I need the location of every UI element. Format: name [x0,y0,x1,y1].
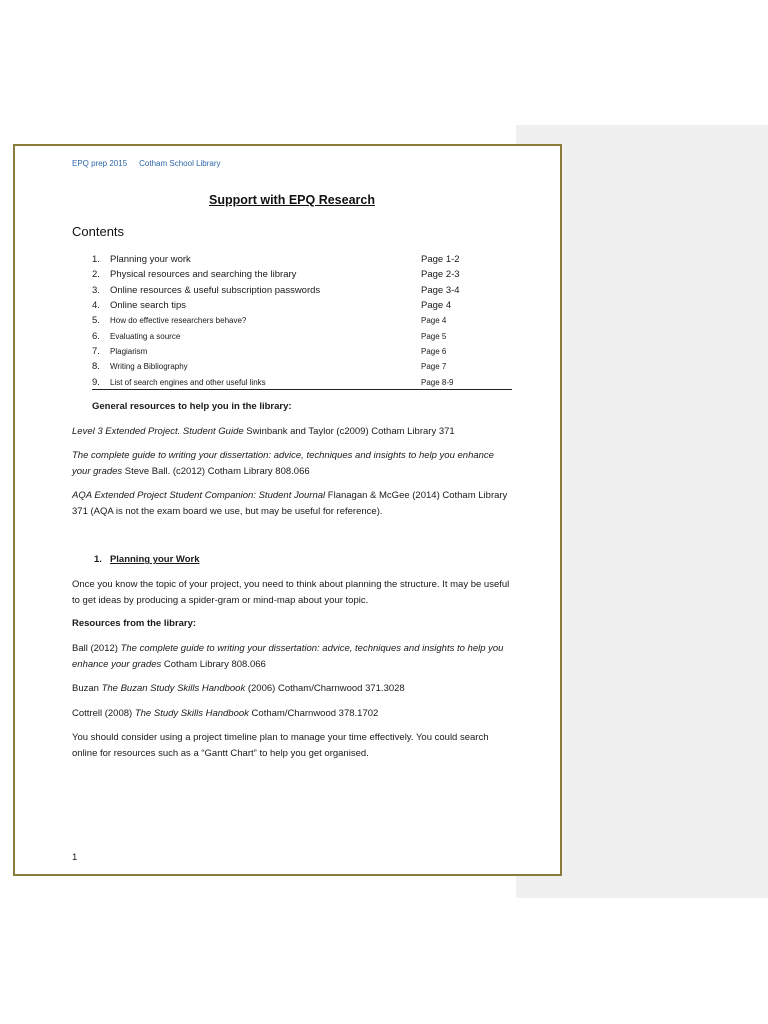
toc-number: 1. [92,254,100,266]
toc-title: Plagiarism [110,346,148,356]
resource-details: Flanagan & McGee (2014) Cotham Library 371 (AQA is not the exam board we use, but may be useful for reference). [72,490,508,517]
resource-details: Cotham Library 808.066 [161,658,266,670]
general-resource-item [72,448,512,479]
resource-title: The complete guide to writing your dissertation: advice, techniques and insights to help you enhance your grades [72,450,494,477]
table-of-contents [92,252,512,390]
toc-title: Planning your work [110,254,191,266]
general-resource-item [72,488,512,519]
resource-title: The complete guide to writing your dissertation: advice, techniques and insights to help you enhance your grades [72,643,504,670]
resource-title: The Study Skills Handbook [134,708,249,719]
toc-item [92,283,512,298]
toc-page: Page 2-3 [421,269,460,281]
document-title: Support with EPQ Research [208,193,375,207]
resource-details: Swinbank and Taylor (c2009) Cotham Library 371 [243,426,455,437]
toc-title: Writing a Bibliography [110,362,188,372]
contents-heading: Contents [72,224,125,239]
closing-paragraph: You should consider using a project timeline plan to manage your time effectively. You could search online for resources such as a “Gantt Chart” to help you get organised. [72,732,489,759]
toc-number: 7. [92,345,100,357]
library-resources-heading: Resources from the library: [72,618,197,629]
library-resource-item [72,641,512,672]
toc-number: 5. [92,315,100,327]
toc-page: Page 6 [421,346,447,356]
resource-details: Cotham/Charnwood 378.1702 [248,708,379,719]
general-resources-heading: General resources to help you in the library: [92,401,292,412]
resource-details: (2006) Cotham/Charnwood 371.3028 [245,683,405,694]
toc-number: 2. [92,269,100,281]
resource-title: AQA Extended Project Student Companion: Student Journal [72,490,326,501]
resource-author: Buzan [72,683,102,694]
general-resource-item [72,424,512,440]
resource-title: Level 3 Extended Project. Student Guide [72,426,244,437]
toc-page: Page 1-2 [421,254,460,266]
toc-number: 6. [92,330,100,342]
toc-item [92,344,512,359]
toc-item [92,359,512,374]
toc-page: Page 7 [421,362,447,372]
toc-title: Online search tips [110,300,187,312]
toc-item [92,298,512,313]
toc-title: Evaluating a source [110,331,181,341]
toc-number: 4. [92,300,100,312]
toc-number: 3. [92,284,100,296]
section-heading [94,554,200,565]
toc-page: Page 4 [421,300,452,312]
toc-divider [92,389,512,390]
document-page [13,144,562,876]
toc-item [92,374,512,389]
resource-details: Steve Ball. (c2012) Cotham Library 808.066 [122,465,310,477]
section-intro: Once you know the topic of your project, you need to think about planning the structure. It may be useful to get ideas by producing a spider-gram or mind-map about your topic. [72,579,510,606]
toc-number: 8. [92,361,100,373]
header-left: EPQ prep 2015 [72,159,128,168]
toc-title: Physical resources and searching the library [110,269,297,281]
toc-title: Online resources & useful subscription passwords [110,284,321,296]
library-resource-item [72,681,512,697]
toc-page: Page 5 [421,331,447,341]
toc-page: Page 8-9 [421,377,454,387]
toc-item [92,313,512,328]
section-title: Planning your Work [109,554,200,565]
toc-page: Page 3-4 [421,284,460,296]
section-number: 1. [94,554,102,565]
resource-author: Ball (2012) [72,643,121,654]
page-number: 1 [72,852,78,863]
resource-title: The Buzan Study Skills Handbook [101,683,246,694]
toc-item [92,252,512,267]
resource-author: Cottrell (2008) [72,708,135,719]
header-right: Cotham School Library [139,159,221,168]
toc-page: Page 4 [421,316,447,326]
toc-item [92,328,512,343]
toc-title: List of search engines and other useful links [110,377,266,387]
toc-item [92,267,512,282]
toc-title: How do effective researchers behave? [110,316,247,326]
toc-number: 9. [92,376,100,388]
library-resource-item [72,706,512,722]
page-header [72,159,221,168]
